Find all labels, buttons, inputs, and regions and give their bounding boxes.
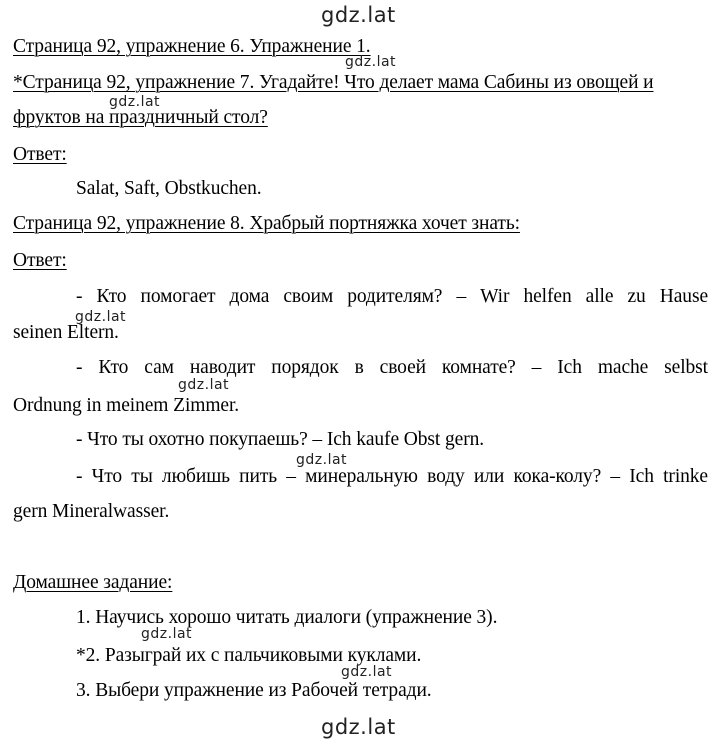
homework-heading: Домашнее задание: xyxy=(13,572,173,593)
heading-exercise-8: Страница 92, упражнение 8. Храбрый портняжка хочет знать: xyxy=(13,213,520,234)
watermark: gdz.lat xyxy=(178,377,230,393)
dialog-line-2-cont: Ordnung in meinem Zimmer. xyxy=(13,395,240,416)
dialog-line-1: - Кто помогает дома своим родителям? – Wir helfen alle zu Hause xyxy=(76,286,708,307)
watermark: gdz.lat xyxy=(345,54,397,70)
answer-label: Ответ: xyxy=(13,144,67,165)
homework-item-1: 1. Научись хорошо читать диалоги (упражнение 3). xyxy=(76,607,498,628)
dialog-line-4-cont: gern Mineralwasser. xyxy=(13,501,170,522)
watermark: gdz.lat xyxy=(75,309,127,325)
heading-exercise-7-line-2: фруктов на праздничный стол? xyxy=(13,107,268,128)
answer-label: Ответ: xyxy=(13,250,67,271)
watermark: gdz.lat xyxy=(109,94,161,110)
homework-item-3: 3. Выбери упражнение из Рабочей тетради. xyxy=(76,680,432,701)
dialog-line-2: - Кто сам наводит порядок в своей комнате? – Ich mache selbst xyxy=(76,357,708,378)
watermark: gdz.lat xyxy=(296,452,348,468)
watermark-bottom: gdz.lat xyxy=(321,715,396,739)
heading-exercise-7-line-1: *Страница 92, упражнение 7. Угадайте! Что делает мама Сабины из овощей и xyxy=(13,72,654,93)
homework-item-2: *2. Разыграй их с пальчиковыми куклами. xyxy=(76,645,422,666)
watermark: gdz.lat xyxy=(141,626,193,642)
watermark-top: gdz.lat xyxy=(321,3,396,27)
dialog-line-4: - Что ты любишь пить – минеральную воду или кока-колу? – Ich trinke xyxy=(76,466,708,487)
dialog-line-3: - Что ты охотно покупаешь? – Ich kaufe Obst gern. xyxy=(76,429,485,450)
dialog-line-1-cont: seinen Eltern. xyxy=(13,322,119,343)
heading-exercise-6: Страница 92, упражнение 6. Упражнение 1. xyxy=(13,36,371,57)
watermark: gdz.lat xyxy=(341,664,393,680)
answer-text: Salat, Saft, Obstkuchen. xyxy=(76,178,262,199)
